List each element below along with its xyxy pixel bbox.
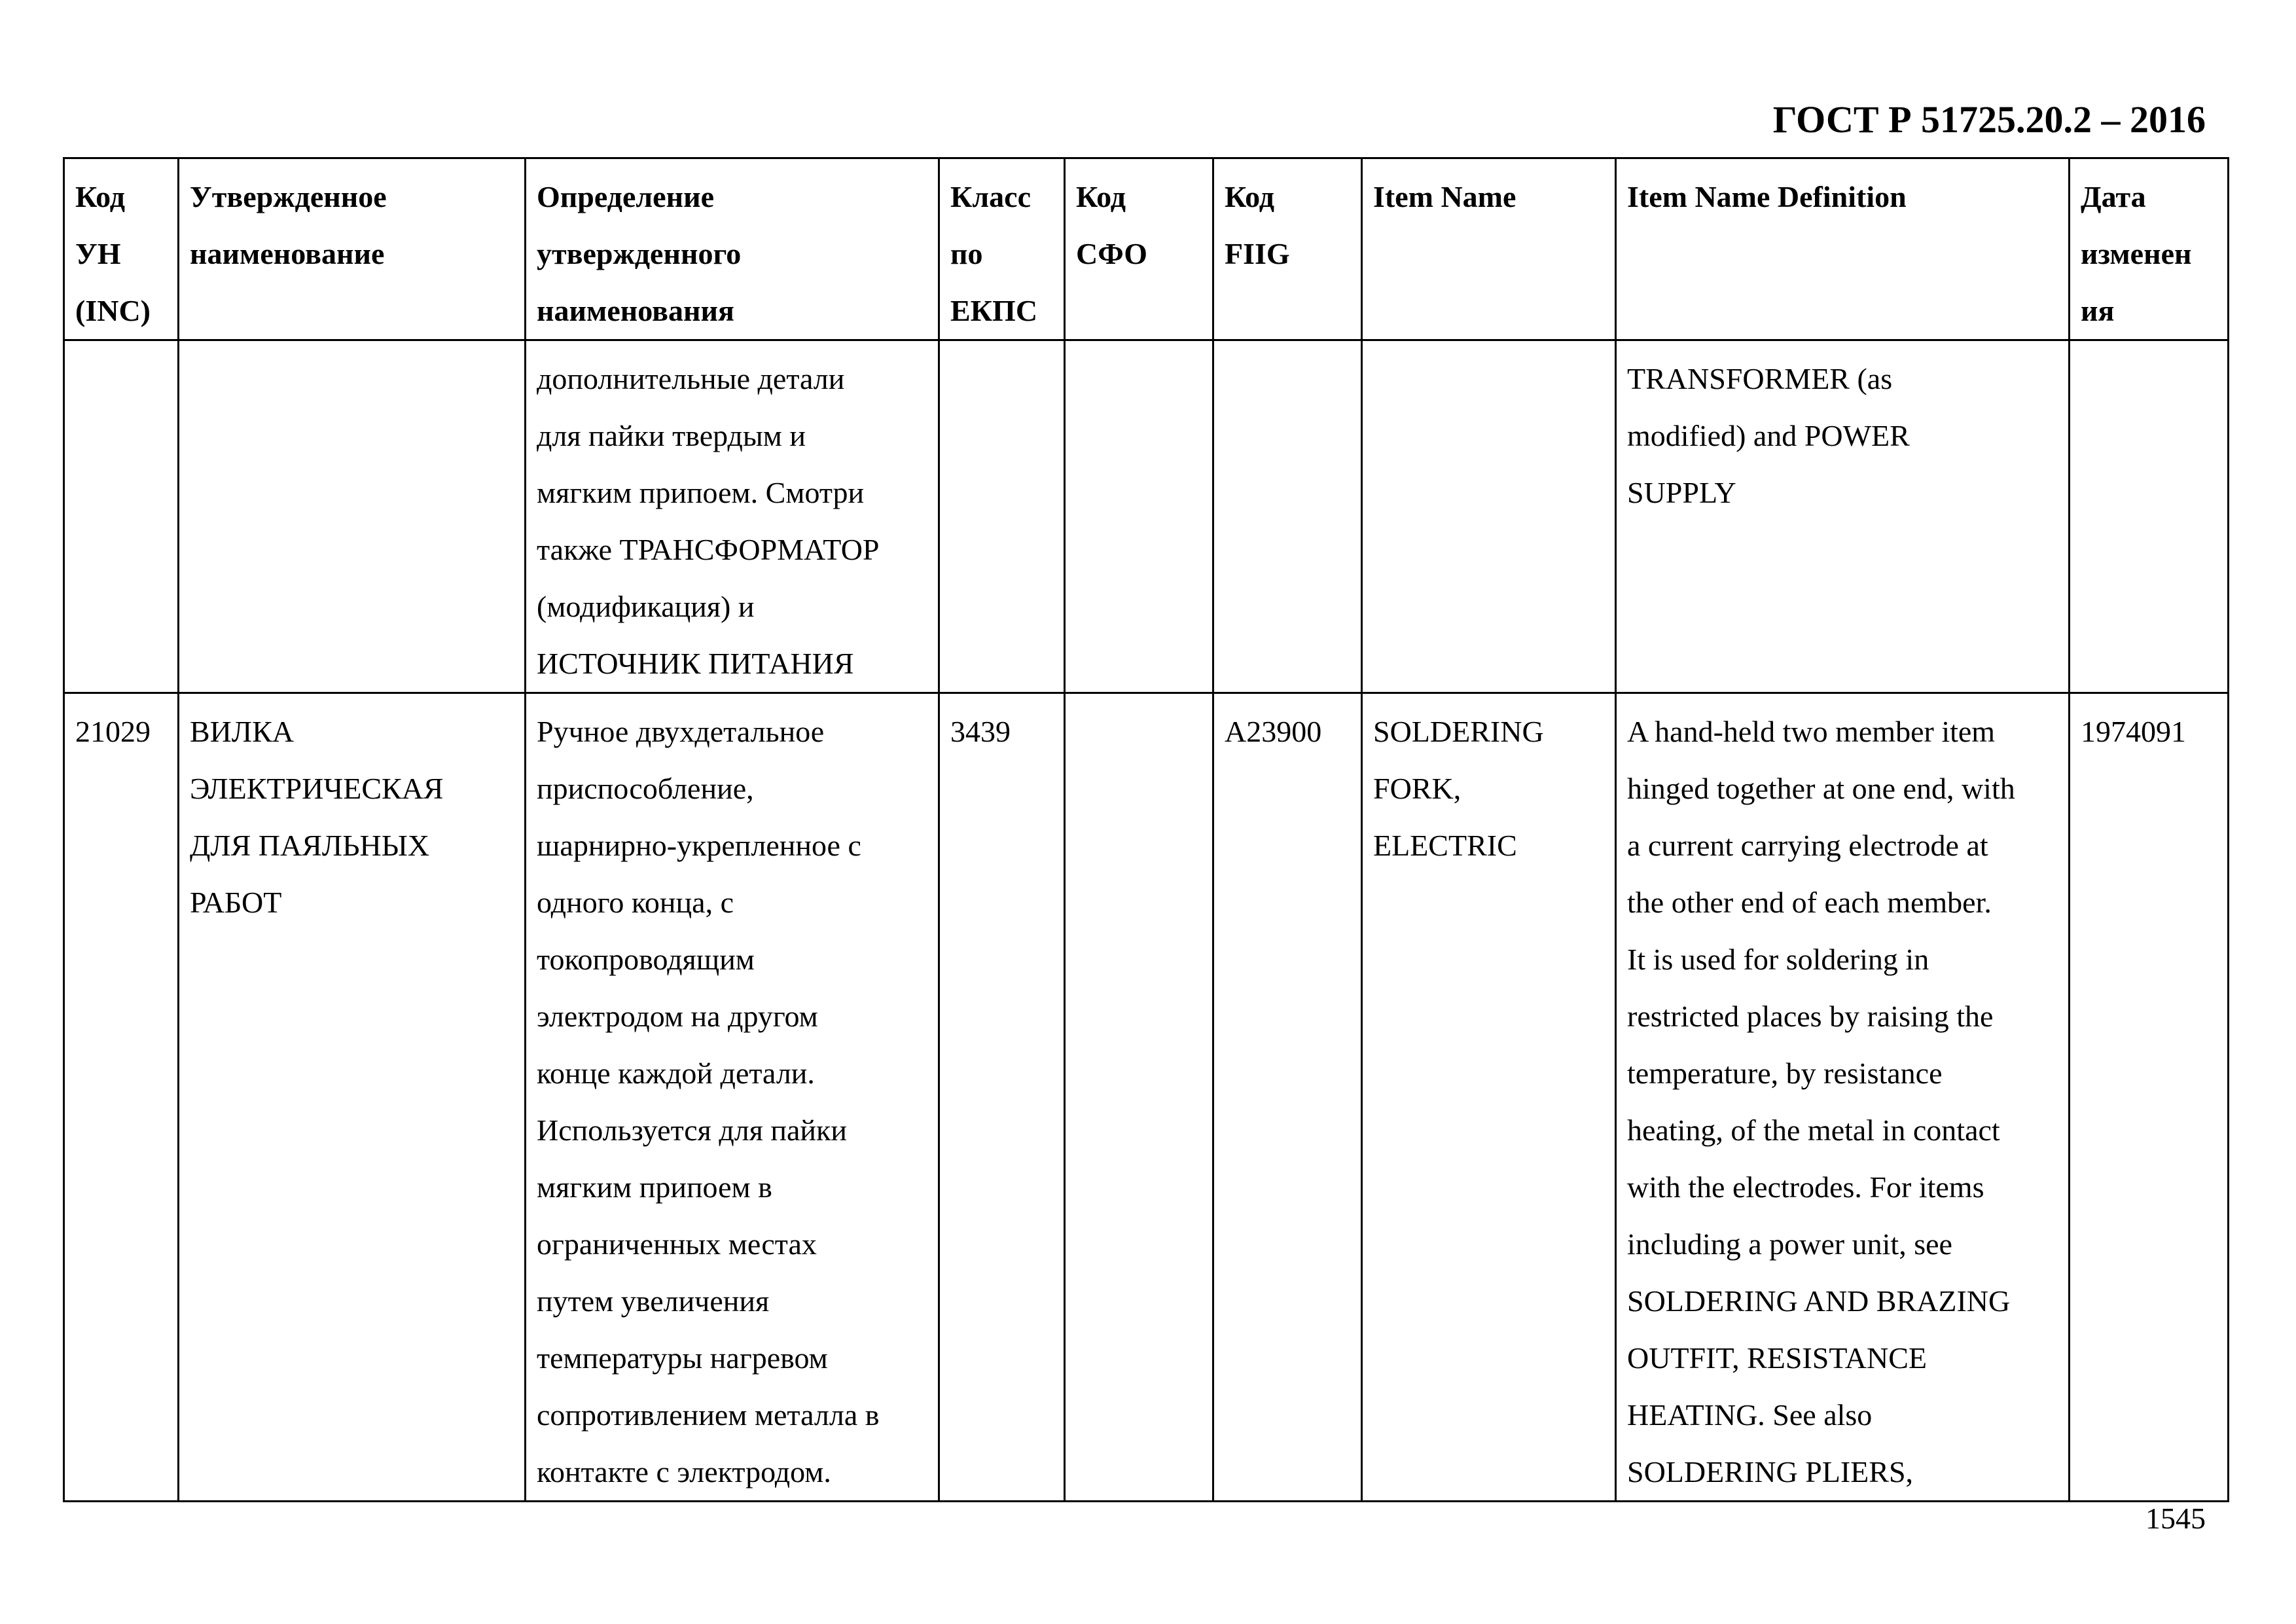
cell-text-line: Используется для пайки xyxy=(537,1113,847,1147)
header-code-fiig xyxy=(1213,158,1362,340)
cell-text-line: температуры нагревом xyxy=(537,1341,828,1375)
document-header: ГОСТ Р 51725.20.2 – 2016 xyxy=(1772,98,2206,141)
gost-table xyxy=(63,157,2229,1502)
cell-text-line: ЕКПС xyxy=(950,294,1038,327)
cell-text-line: контакте с электродом. xyxy=(537,1455,831,1489)
cell-text-line: Дата xyxy=(2081,180,2146,213)
cell-text-line: наименования xyxy=(537,294,734,327)
table-row-continuation xyxy=(64,340,2229,693)
cell-text-line: SOLDERING xyxy=(1373,715,1544,748)
cell-text-line: the other end of each member. xyxy=(1627,886,1992,919)
cell-change-date xyxy=(2070,340,2229,693)
cell-text-line: ия xyxy=(2081,294,2115,327)
cell-text-line: (INC) xyxy=(75,294,151,327)
cell-text-line: дополнительные детали xyxy=(537,362,845,395)
cell-item-name-definition xyxy=(1616,693,2070,1502)
cell-text-line: 21029 xyxy=(75,715,151,748)
cell-text-line: Код xyxy=(1225,180,1275,213)
cell-text-line: мягким припоем. Смотри xyxy=(537,476,865,509)
cell-text-line: A hand-held two member item xyxy=(1627,715,1996,748)
cell-text-line: ограниченных местах xyxy=(537,1227,817,1261)
cell-item-name-definition xyxy=(1616,340,2070,693)
cell-text-line: шарнирно-укрепленное с xyxy=(537,829,861,862)
cell-text-line: Item Name xyxy=(1373,180,1516,213)
cell-text-line: одного конца, с xyxy=(537,886,734,919)
cell-text-line: heating, of the metal in contact xyxy=(1627,1113,2000,1147)
cell-code-fiig xyxy=(1213,693,1362,1502)
cell-text-line: restricted places by raising the xyxy=(1627,1000,1994,1033)
cell-text-line: Ручное двухдетальное xyxy=(537,715,825,748)
cell-text-line: сопротивлением металла в xyxy=(537,1398,880,1432)
cell-code-sfo xyxy=(1065,693,1213,1502)
cell-text-line: modified) and POWER xyxy=(1627,419,1910,452)
cell-text-line: TRANSFORMER (as xyxy=(1627,362,1893,395)
cell-text-line: утвержденного xyxy=(537,237,742,270)
cell-text-line: FORK, xyxy=(1373,772,1462,805)
header-class-ekps xyxy=(939,158,1065,340)
header-change-date xyxy=(2070,158,2229,340)
cell-text-line: hinged together at one end, with xyxy=(1627,772,2015,805)
cell-text-line: 3439 xyxy=(950,715,1011,748)
cell-text-line: для пайки твердым и xyxy=(537,419,806,452)
cell-text-line: HEATING. See also xyxy=(1627,1398,1873,1432)
cell-text-line: мягким припоем в xyxy=(537,1170,772,1204)
cell-text-line: РАБОТ xyxy=(190,886,282,919)
cell-text-line: Класс xyxy=(950,180,1031,213)
cell-text-line: including a power unit, see xyxy=(1627,1227,1952,1261)
cell-text-line: конце каждой детали. xyxy=(537,1056,815,1090)
cell-text-line: Утвержденное xyxy=(190,180,387,213)
cell-definition xyxy=(526,693,939,1502)
cell-text-line: 1974091 xyxy=(2081,715,2186,748)
cell-text-line: ELECTRIC xyxy=(1373,829,1517,862)
cell-text-line: It is used for soldering in xyxy=(1627,943,1929,976)
header-definition xyxy=(526,158,939,340)
header-approved-name xyxy=(179,158,526,340)
cell-text-line: (модификация) и xyxy=(537,590,755,623)
cell-text-line: FIIG xyxy=(1225,237,1290,270)
cell-text-line: SOLDERING AND BRAZING xyxy=(1627,1284,2011,1318)
cell-text-line: Код xyxy=(75,180,126,213)
cell-item-name xyxy=(1362,693,1616,1502)
cell-text-line: по xyxy=(950,237,983,270)
cell-change-date xyxy=(2070,693,2229,1502)
cell-text-line: СФО xyxy=(1076,237,1148,270)
cell-text-line: ДЛЯ ПАЯЛЬНЫХ xyxy=(190,829,430,862)
header-inc xyxy=(64,158,179,340)
cell-class-ekps xyxy=(939,693,1065,1502)
cell-inc xyxy=(64,693,179,1502)
cell-text-line: УН xyxy=(75,237,121,270)
cell-text-line: ВИЛКА xyxy=(190,715,295,748)
header-code-sfo xyxy=(1065,158,1213,340)
cell-text-line: приспособление, xyxy=(537,772,754,805)
cell-text-line: A23900 xyxy=(1225,715,1322,748)
cell-text-line: также ТРАНСФОРМАТОР xyxy=(537,533,880,566)
cell-text-line: SUPPLY xyxy=(1627,476,1736,509)
cell-text-line: электродом на другом xyxy=(537,1000,818,1033)
header-item-name-definition xyxy=(1616,158,2070,340)
cell-text-line: ЭЛЕКТРИЧЕСКАЯ xyxy=(190,772,444,805)
cell-class-ekps xyxy=(939,340,1065,693)
cell-text-line: изменен xyxy=(2081,237,2192,270)
header-row xyxy=(64,158,2229,340)
cell-code-sfo xyxy=(1065,340,1213,693)
cell-text-line: Определение xyxy=(537,180,715,213)
cell-code-fiig xyxy=(1213,340,1362,693)
cell-item-name xyxy=(1362,340,1616,693)
cell-approved-name xyxy=(179,693,526,1502)
cell-text-line: Item Name Definition xyxy=(1627,180,1907,213)
cell-text-line: with the electrodes. For items xyxy=(1627,1170,1984,1204)
cell-text-line: Код xyxy=(1076,180,1126,213)
table-row-21029 xyxy=(64,693,2229,1502)
cell-text-line: ИСТОЧНИК ПИТАНИЯ xyxy=(537,647,854,680)
page-number: 1545 xyxy=(2145,1502,2206,1535)
cell-text-line: токопроводящим xyxy=(537,943,755,976)
cell-text-line: наименование xyxy=(190,237,385,270)
cell-text-line: a current carrying electrode at xyxy=(1627,829,1988,862)
cell-text-line: SOLDERING PLIERS, xyxy=(1627,1455,1914,1489)
cell-approved-name xyxy=(179,340,526,693)
cell-inc xyxy=(64,340,179,693)
cell-text-line: temperature, by resistance xyxy=(1627,1056,1943,1090)
cell-text-line: OUTFIT, RESISTANCE xyxy=(1627,1341,1928,1375)
cell-text-line: путем увеличения xyxy=(537,1284,770,1318)
header-item-name xyxy=(1362,158,1616,340)
cell-definition xyxy=(526,340,939,693)
